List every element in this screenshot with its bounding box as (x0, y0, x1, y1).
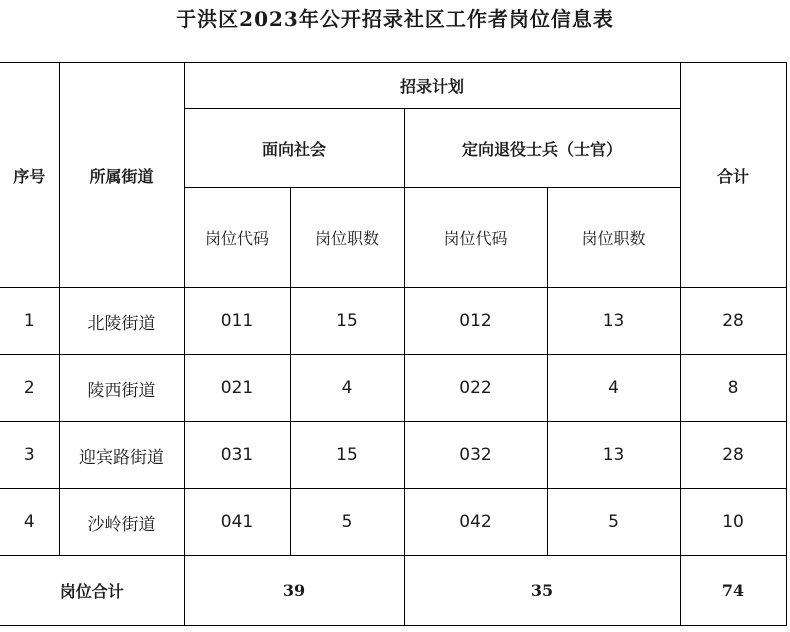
cell-public-code: 011 (184, 288, 290, 355)
cell-seq: 1 (0, 288, 59, 355)
positions-table (0, 62, 787, 626)
cell-street: 迎宾路街道 (59, 422, 184, 489)
page-title: 于洪区2023年公开招录社区工作者岗位信息表 (176, 7, 614, 31)
cell-veteran-code: 012 (404, 288, 547, 355)
table-row (0, 489, 786, 556)
cell-public-code: 041 (184, 489, 290, 556)
header-veteran-code: 岗位代码 (404, 188, 547, 288)
header-public-count: 岗位职数 (290, 188, 404, 288)
cell-veteran-count: 13 (547, 422, 680, 489)
cell-veteran-count: 5 (547, 489, 680, 556)
cell-veteran-code: 032 (404, 422, 547, 489)
cell-total: 8 (680, 355, 786, 422)
footer-grand-total: 74 (680, 556, 786, 626)
footer-row (0, 556, 786, 626)
table-row (0, 355, 786, 422)
cell-seq: 3 (0, 422, 59, 489)
cell-veteran-count: 13 (547, 288, 680, 355)
cell-public-code: 031 (184, 422, 290, 489)
cell-public-count: 5 (290, 489, 404, 556)
cell-street: 沙岭街道 (59, 489, 184, 556)
cell-veteran-count: 4 (547, 355, 680, 422)
cell-public-count: 15 (290, 422, 404, 489)
footer-public-total: 39 (184, 556, 404, 626)
cell-veteran-code: 042 (404, 489, 547, 556)
cell-street: 北陵街道 (59, 288, 184, 355)
footer-label: 岗位合计 (0, 556, 184, 626)
header-plan: 招录计划 (184, 63, 680, 109)
cell-seq: 2 (0, 355, 59, 422)
cell-total: 10 (680, 489, 786, 556)
cell-public-count: 4 (290, 355, 404, 422)
header-total: 合计 (680, 63, 786, 288)
footer-veteran-total: 35 (404, 556, 680, 626)
header-public-code: 岗位代码 (184, 188, 290, 288)
table-row (0, 422, 786, 489)
cell-total: 28 (680, 422, 786, 489)
cell-public-code: 021 (184, 355, 290, 422)
header-public: 面向社会 (184, 109, 404, 188)
table-row (0, 288, 786, 355)
cell-public-count: 15 (290, 288, 404, 355)
header-veteran: 定向退役士兵（士官） (404, 109, 680, 188)
cell-street: 陵西街道 (59, 355, 184, 422)
header-veteran-count: 岗位职数 (547, 188, 680, 288)
cell-total: 28 (680, 288, 786, 355)
header-street: 所属街道 (59, 63, 184, 288)
header-row-1 (0, 63, 786, 109)
cell-veteran-code: 022 (404, 355, 547, 422)
header-seq: 序号 (0, 63, 59, 288)
cell-seq: 4 (0, 489, 59, 556)
